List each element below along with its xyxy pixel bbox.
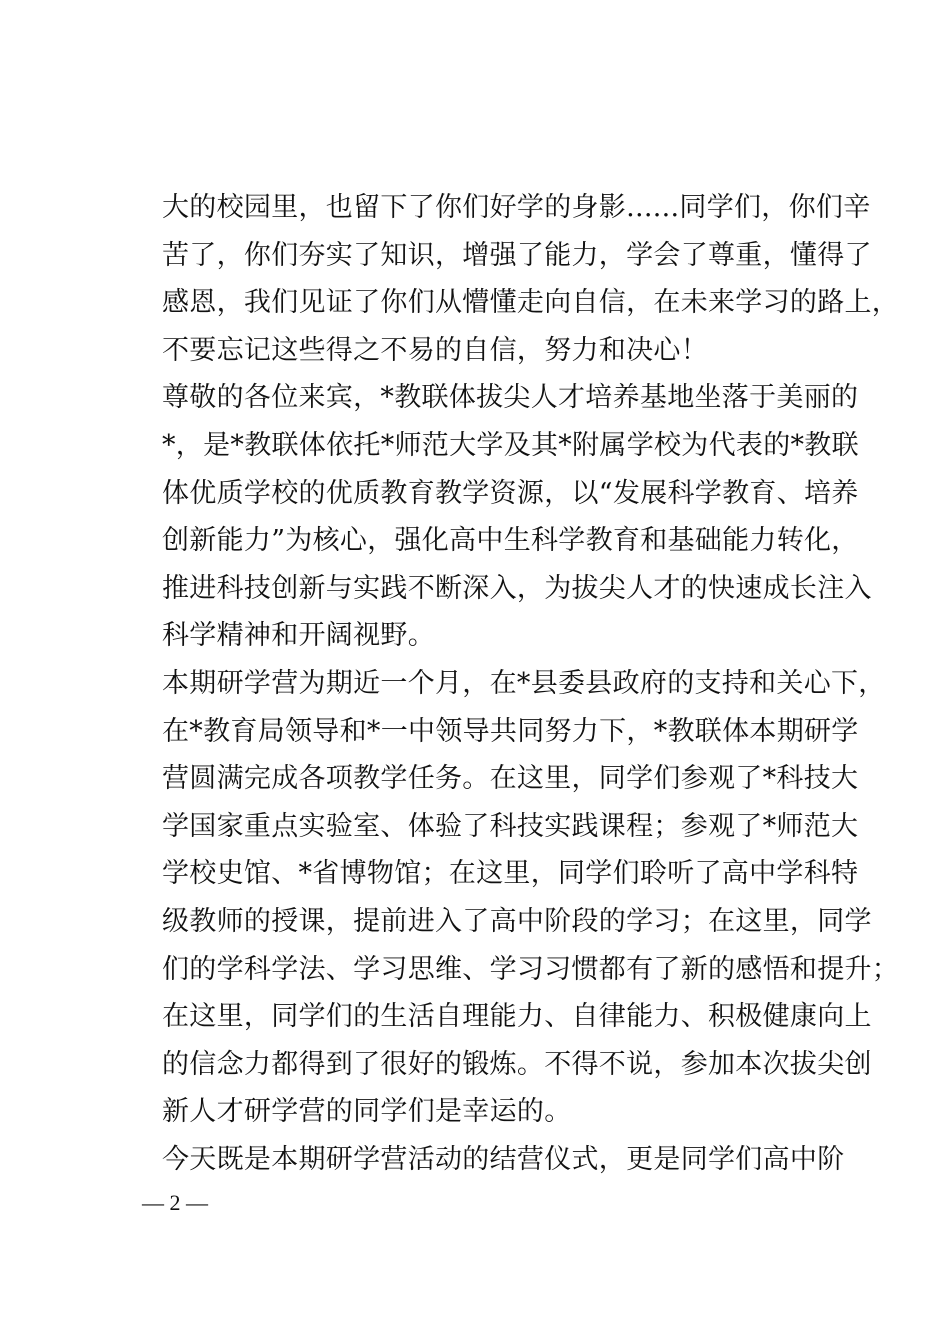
text-line: 尊敬的各位来宾，*教联体拔尖人才培养基地坐落于美丽的	[162, 382, 859, 414]
text-line: 大的校园里，也留下了你们好学的身影......同学们，你们辛	[162, 192, 871, 223]
text-line: 们的学科学法、学习思维、学习习惯都有了新的感悟和提升；	[162, 953, 900, 985]
text-line: 不要忘记这些得之不易的自信，努力和决心！	[162, 334, 708, 366]
text-line: 体优质学校的优质教育教学资源，以“发展科学教育、培养	[162, 477, 859, 509]
text-line: 在这里，同学们的生活自理能力、自律能力、积极健康向上	[162, 1001, 872, 1033]
text-line: 推进科技创新与实践不断深入，为拔尖人才的快速成长注入	[162, 572, 872, 604]
text-line: 创新能力”为核心，强化高中生科学教育和基础能力转化，	[162, 525, 859, 557]
page-number: — 2 —	[142, 1190, 208, 1215]
text-line: 新人才研学营的同学们是幸运的。	[162, 1096, 572, 1128]
text-line: 级教师的授课，提前进入了高中阶段的学习；在这里，同学	[162, 905, 872, 937]
text-line: 感恩，我们见证了你们从懵懂走向自信，在未来学习的路上，	[162, 287, 900, 319]
text-line: 学国家重点实验室、体验了科技实践课程；参观了*师范大	[162, 810, 859, 842]
text-line: 今天既是本期研学营活动的结营仪式，更是同学们高中阶	[162, 1143, 845, 1175]
text-line: 学校史馆、*省博物馆；在这里，同学们聆听了高中学科特	[162, 858, 859, 890]
document-body	[162, 184, 900, 1183]
text-line: 苦了，你们夯实了知识，增强了能力，学会了尊重，懂得了	[162, 239, 872, 271]
text-line: 的信念力都得到了很好的锻炼。不得不说，参加本次拔尖创	[162, 1048, 872, 1080]
text-line: 营圆满完成各项教学任务。在这里，同学们参观了*科技大	[162, 763, 859, 795]
text-line: 科学精神和开阔视野。	[162, 620, 435, 652]
text-line: *，是*教联体依托*师范大学及其*附属学校为代表的*教联	[162, 429, 859, 461]
text-line: 本期研学营为期近一个月，在*县委县政府的支持和关心下，	[162, 667, 886, 699]
text-line: 在*教育局领导和*一中领导共同努力下，*教联体本期研学	[162, 715, 859, 747]
